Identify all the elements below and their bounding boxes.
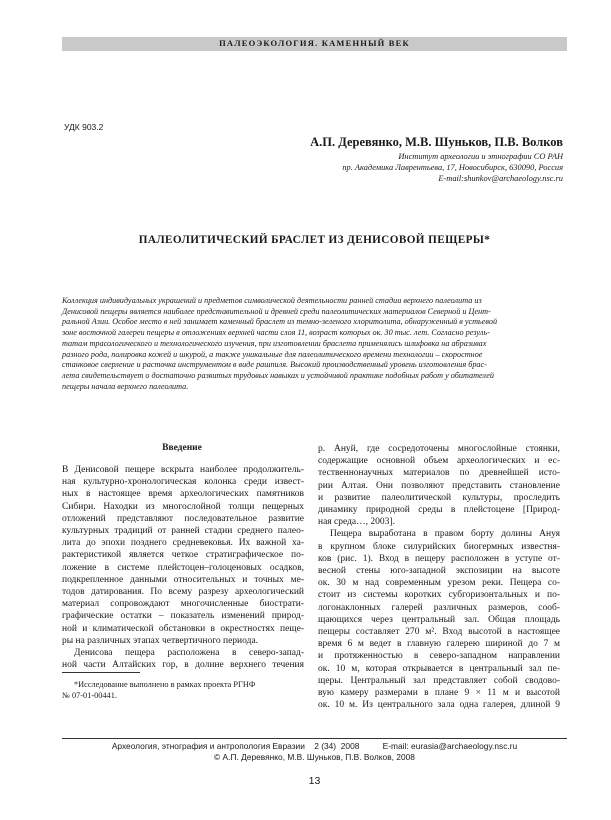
abstract-line: станковое сверление и расточка инструментом в виде рашпиля. Высокий производственный уровень изготовления брас- bbox=[62, 360, 487, 370]
abstract-line: пещеры начала верхнего палеолита. bbox=[62, 381, 189, 391]
journal-name: Археология, этнография и антропология Евразии bbox=[111, 741, 305, 751]
journal-email: E-mail: eurasia@archaeology.nsc.ru bbox=[382, 741, 518, 751]
body-line: ложение в системе плейстоцен–голоценовых осадков, bbox=[62, 562, 304, 573]
body-line: щающихся через центральный зал. Общая площадь bbox=[318, 614, 560, 625]
body-line: Сибири. Находки из многослойной толщи пещерных bbox=[62, 501, 304, 512]
body-line: тодов датирования. По всему разрезу археологический bbox=[62, 587, 304, 598]
journal-year: 2008 bbox=[340, 741, 360, 751]
body-line: ок. 10 м. Из центрального зала одна галерея, длиной 9 bbox=[318, 700, 560, 711]
footnote bbox=[62, 679, 302, 701]
body-line: щеры. Центральный зал представляет собой сводово- bbox=[318, 675, 560, 686]
body-line: стоит из системы коротких субгоризонтальных и по- bbox=[318, 590, 560, 601]
authors: А.П. Деревянко, М.В. Шуньков, П.В. Волков bbox=[310, 135, 563, 149]
body-line: ная среда…, 2003]. bbox=[318, 517, 395, 528]
body-line: Денисова пещера расположена в северо-запад- bbox=[74, 648, 304, 659]
footnote-line: № 07-01-00441. bbox=[62, 691, 117, 700]
body-line: отложений представляют последовательное развитие bbox=[62, 513, 304, 524]
body-line: культурных традиций от ранней стадии среднего палео- bbox=[62, 526, 304, 537]
abstract-line: Денисовой пещеры является наиболее представительной и древней среди палеолитических материалов Северной и Цент- bbox=[62, 306, 491, 316]
body-line: В Денисовой пещере вскрыта наиболее продолжитель- bbox=[62, 465, 304, 475]
body-line: тественнонаучных материалов по древнейшей исто- bbox=[318, 468, 560, 479]
abstract bbox=[62, 296, 567, 392]
body-line: весной стены юго-западной экспозиции на высоте bbox=[318, 566, 560, 577]
body-line: Пещера выработана в правом борту долины Ануя bbox=[330, 529, 560, 540]
body-line: ной части Алтайских гор, в долине верхнего течения bbox=[62, 660, 304, 671]
udk-code: УДК 903.2 bbox=[64, 122, 104, 132]
left-column bbox=[62, 464, 304, 671]
body-line: ок. 10 м, которая открывается в центральный зал пе- bbox=[318, 663, 560, 674]
body-line: вую камеру размерами в плане 9 × 11 м и высотой bbox=[318, 688, 560, 699]
journal-line bbox=[62, 741, 567, 751]
footnote-line: *Исследование выполнено в рамках проекта РГНФ bbox=[74, 680, 256, 689]
paper-title: ПАЛЕОЛИТИЧЕСКИЙ БРАСЛЕТ ИЗ ДЕНИСОВОЙ ПЕЩЕРЫ* bbox=[138, 234, 491, 246]
affiliation-institute: Институт археологии и этнографии СО РАН bbox=[398, 152, 563, 161]
abstract-line: ральной Азии. Особое место в ней занимает каменный браслет из темно-зеленого хлоритолита, обнаруженный в устьевой bbox=[62, 317, 498, 327]
abstract-line: татам трасологического и технологического изучения, при изготовлении браслета применялись шлифовка на абразивах bbox=[62, 338, 487, 348]
body-line: ная культурно-хронологическая колонка среди извест- bbox=[62, 477, 304, 488]
body-line: время 6 м ведет в главную галерею шириной до 7 м bbox=[318, 639, 560, 650]
body-line: и протяженностью в северо-западном направлении bbox=[318, 651, 560, 662]
abstract-line: лета свидетельствует о достаточно развитых трудовых навыках и устойчивой практике подобных работ у обитателей bbox=[62, 370, 494, 380]
body-line: рии Алтая. Они позволяют представить становление bbox=[318, 480, 560, 491]
body-line: лита до эпохи позднего средневековья. Их важной ха- bbox=[62, 538, 304, 549]
running-header: ПАЛЕОЭКОЛОГИЯ. КАМЕННЫЙ ВЕК bbox=[219, 38, 410, 48]
body-line: рактеристикой является четкое стратиграфическое по- bbox=[62, 550, 304, 561]
journal-issue: 2 (34) bbox=[314, 741, 337, 751]
body-line: р. Ануй, где сосредоточены многослойные стоянки, bbox=[318, 444, 560, 454]
affiliation-address: пр. Академика Лаврентьева, 17, Новосибирск, 630090, Россия bbox=[342, 163, 563, 172]
abstract-line: разного рода, полировка кожей и шкурой, а также уникальные для палеолитического времени технологии – скоростное bbox=[62, 349, 483, 359]
body-line: динамику природной среды в плейстоцене [Природ- bbox=[318, 505, 560, 516]
body-line: пещеры составляет 270 м². Вход высотой в настоящее bbox=[318, 627, 560, 638]
affiliation-email: E-mail:shunkov@archaeology.nsc.ru bbox=[438, 174, 563, 183]
abstract-line: Коллекция индивидуальных украшений и предметов символической деятельности ранней стадии верхнего палеолита из bbox=[62, 296, 482, 305]
body-line: графические остатки – показатель изменений природ- bbox=[62, 611, 304, 622]
footer-rule bbox=[62, 738, 567, 739]
body-line: ры на различных этапах четвертичного периода. bbox=[62, 635, 259, 646]
body-line: в крупном блоке силурийских биогермных известня- bbox=[318, 541, 560, 552]
body-line: ков (рис. 1). Вход в пещеру расположен в уступе от- bbox=[318, 553, 560, 564]
right-column bbox=[318, 443, 560, 711]
body-line: ок. 30 м над современным урезом реки. Пещера со- bbox=[318, 578, 560, 589]
abstract-line: зоне восточной галереи пещеры в отложениях верхней части слоя 11, возраст которых ок. 30 тыс. лет. Согласно резуль- bbox=[62, 328, 490, 338]
body-line: и развитие палеолитической культуры, проследить bbox=[318, 492, 560, 503]
body-line: ной и климатической обстановки в окрестностях пеще- bbox=[62, 623, 304, 634]
footnote-rule bbox=[62, 672, 140, 673]
body-line: ных в настоящее время археологических памятников bbox=[62, 489, 304, 500]
section-heading: Введение bbox=[162, 443, 202, 453]
body-line: логонаклонных галерей различных размеров, сооб- bbox=[318, 602, 560, 613]
body-line: подкрепленное данными относительных и точных ме- bbox=[62, 574, 304, 585]
copyright-line: © А.П. Деревянко, М.В. Шуньков, П.В. Волков, 2008 bbox=[214, 752, 415, 762]
page-number: 13 bbox=[308, 775, 321, 787]
body-line: материал сопровождают многочисленные биострати- bbox=[62, 599, 304, 610]
body-line: содержащие основной объем археологических и ес- bbox=[318, 456, 560, 467]
